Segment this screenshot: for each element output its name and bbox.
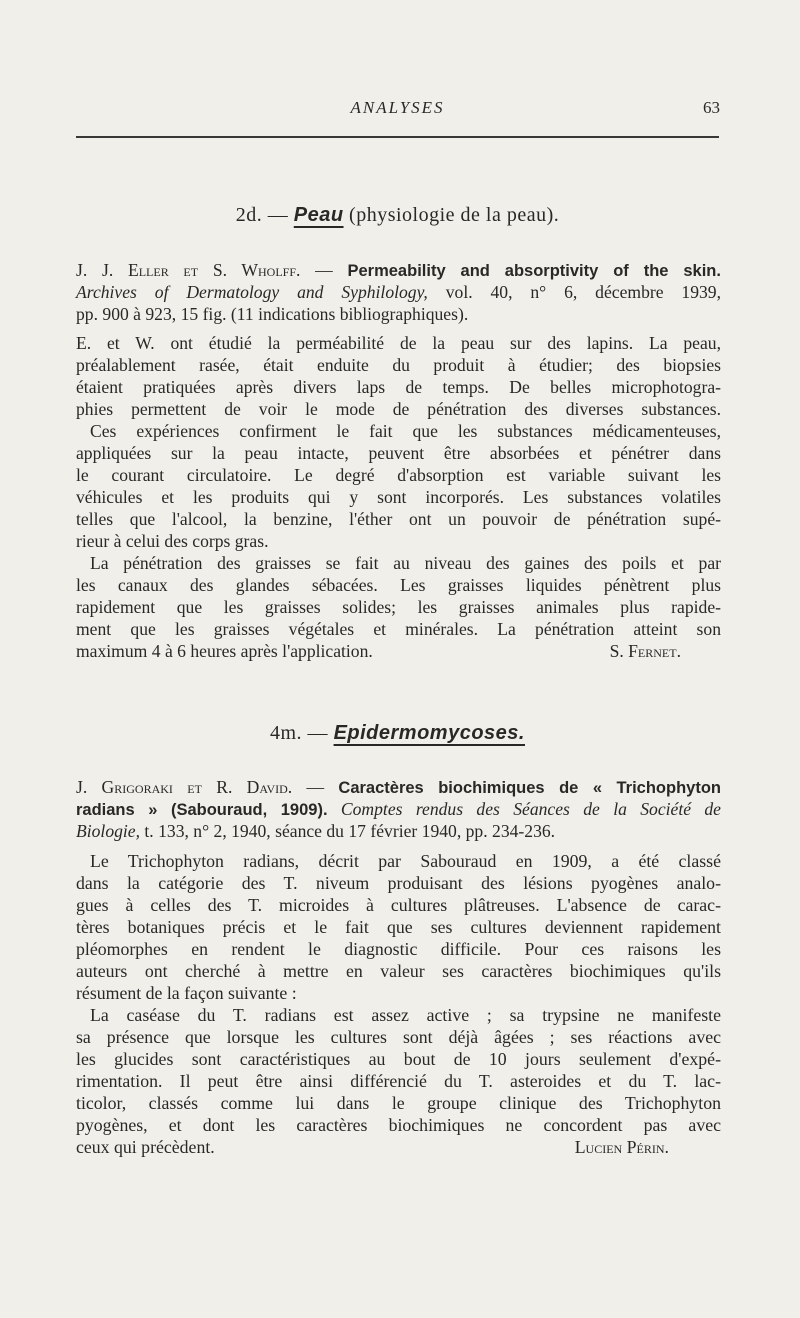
text-line: ceux qui précèdent.	[76, 1137, 215, 1157]
text-line: pyogènes, et dont les caractères biochimiques ne concordent pas avec	[76, 1115, 721, 1135]
text-line: auteurs ont cherché à mettre en valeur ses caractères biochimiques qu'ils	[76, 961, 721, 981]
text-line: telles que l'alcool, la benzine, l'éther ont un pouvoir de pénétration supé-	[76, 509, 721, 529]
text-line: véhicules et les produits qui y sont incorporés. Les substances volatiles	[76, 487, 721, 507]
text-line: les canaux des glandes sébacées. Les graisses liquides pénètrent plus	[76, 575, 721, 595]
abstract-grigoraki	[76, 850, 721, 1158]
header-rule	[76, 136, 719, 138]
text-line: La pénétration des graisses se fait au niveau des gaines des poils et par	[90, 553, 721, 573]
ref-title-cont: radians » (Sabouraud, 1909).	[76, 801, 328, 819]
text-line: rieur à celui des corps gras.	[76, 531, 269, 551]
text-line: E. et W. ont étudié la perméabilité de la peau sur des lapins. La peau,	[76, 333, 721, 353]
text-line: phies permettent de voir le mode de pénétration des diverses substances.	[76, 399, 721, 419]
text-line: résument de la façon suivante :	[76, 983, 297, 1003]
text-line: ticolor, classés comme lui dans le groupe clinique des Trichophyton	[76, 1093, 721, 1113]
section-subtitle: (physiologie de la peau).	[349, 204, 560, 226]
text-line: pléomorphes en rendent le diagnostic difficile. Pour ces raisons les	[76, 939, 721, 959]
ref-details: t. 133, n° 2, 1940, séance du 17 février 1940, pp. 234-236.	[144, 821, 556, 841]
text-line: gues à celles des T. microides à cultures plâtreuses. L'absence de carac-	[76, 895, 721, 915]
text-line: rimentation. Il peut être ainsi différencié du T. asteroides et du T. lac-	[76, 1071, 721, 1091]
section-keyword: Peau	[293, 204, 344, 226]
reference-eller	[76, 259, 721, 325]
text-line: étaient pratiquées après divers laps de temps. De belles microphotogra-	[76, 377, 721, 397]
signature-fernet: S. Fernet.	[609, 641, 681, 661]
ref-journal: Comptes rendus des Séances de la Société de	[340, 799, 721, 819]
ref-volume: vol. 40, n° 6, décembre 1939,	[445, 282, 722, 302]
text-line: le courant circulatoire. Le degré d'absorption est variable suivant les	[76, 465, 721, 485]
section-number: 4m. —	[270, 722, 329, 744]
ref-title: Permeability and absorptivity of the skin.	[347, 262, 721, 280]
abstract-eller	[76, 332, 721, 662]
ref-authors: J. J. Eller et S. Wholff. —	[76, 260, 333, 280]
text-line: appliquées sur la peau intacte, peuvent être absorbées et pénétrer dans	[76, 443, 721, 463]
text-line: préalablement rasée, était enduite du produit à étudier; des biopsies	[76, 355, 721, 375]
text-line: les glucides sont caractéristiques au bout de 10 jours seulement d'expé-	[76, 1049, 721, 1069]
text-line: rapidement que les graisses solides; les graisses animales plus rapide-	[76, 597, 721, 617]
text-line: maximum 4 à 6 heures après l'application.	[76, 641, 373, 661]
section-heading-epidermomycoses	[75, 722, 720, 745]
text-line: tères botaniques précis et le fait que ses cultures deviennent rapidement	[76, 917, 721, 937]
text-line: Le Trichophyton radians, décrit par Sabouraud en 1909, a été classé	[90, 851, 721, 871]
page-header	[75, 98, 720, 120]
section-heading-peau	[75, 204, 720, 227]
text-line: ment que les graisses végétales et minérales. La pénétration atteint son	[76, 619, 721, 639]
page-number: 63	[703, 98, 720, 117]
section-keyword: Epidermomycoses.	[333, 722, 525, 744]
ref-authors: J. Grigoraki et R. David. —	[76, 777, 325, 797]
ref-title: Caractères biochimiques de « Trichophyton	[338, 779, 721, 797]
text-line: La caséase du T. radians est assez active ; sa trypsine ne manifeste	[90, 1005, 721, 1025]
signature-perin: Lucien Périn.	[574, 1137, 669, 1157]
text-line: dans la catégorie des T. niveum produisant des lésions pyogènes analo-	[76, 873, 721, 893]
section-number: 2d. —	[235, 204, 289, 226]
ref-journal: Archives of Dermatology and Syphilology,	[76, 282, 428, 302]
running-title: ANALYSES	[350, 98, 445, 117]
reference-grigoraki	[76, 776, 721, 842]
ref-journal-cont: Biologie,	[76, 821, 141, 841]
text-line: Ces expériences confirment le fait que les substances médicamenteuses,	[90, 421, 721, 441]
text-line: sa présence que lorsque les cultures sont déjà âgées ; ses réactions avec	[76, 1027, 721, 1047]
ref-pages: pp. 900 à 923, 15 fig. (11 indications bibliographiques).	[76, 304, 469, 324]
